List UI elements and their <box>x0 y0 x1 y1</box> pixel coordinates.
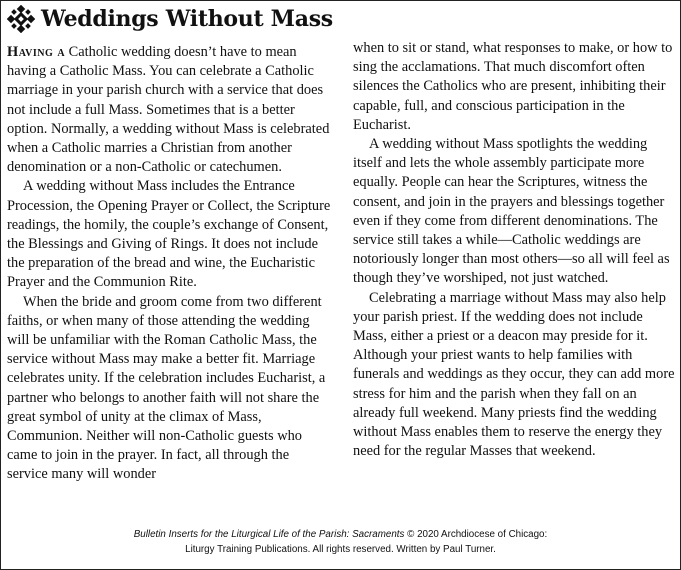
paragraph-includes: A wedding without Mass includes the Entrance Procession, the Opening Prayer or Collect, the Scripture readings, the homily, the couple’s exchange of Consent, the Blessings and Giving of Rings. It does not include the preparation of the bread and wine, the Eucharistic Prayer and the Communion Rite. <box>7 178 331 291</box>
lead-in: Having a <box>7 44 66 60</box>
paragraph-different-faiths: When the bride and groom come from two different faiths, or when many of those attending the wedding will be unfamiliar with the Roman Catholic Mass, the service without Mass may make a better fit. Marriage celebrates unity. If the celebration includes Eucharist, a partner who belongs to another faith will not share the great symbol of unity at the climax of Mass, Communion. Neither will non-Catholic guests who came to join in the prayer. In fact, all through the service many will wonder <box>7 293 326 483</box>
header <box>7 5 333 33</box>
paragraph-intro-text: Catholic wedding doesn’t have to mean having a Catholic Mass. You can celebrate a Catholic marriage in your parish church with a service that does not include a full Mass. Sometimes that is a better option. Normally, a wedding without Mass is celebrated when a Catholic marries a Christian from another denomination or a non-Catholic or catechumen. <box>7 44 330 176</box>
footer-line-1 <box>1 527 680 542</box>
footer-line-2: Liturgy Training Publications. All rights reserved. Written by Paul Turner. <box>185 544 496 555</box>
paragraph-parish-priest: Celebrating a marriage without Mass may also help your parish priest. If the wedding does not include Mass, either a priest or a deacon may preside for it. Although your priest wants to help families with funerals and weddings as they occur, they can add more stress for him and the parish when they fall on an already full weekend. Many priests find the wedding without Mass enables them to reserve the energy they need for the regular Masses that weekend. <box>353 289 675 460</box>
left-column <box>7 43 332 485</box>
page-title: Weddings Without Mass <box>41 6 333 32</box>
right-column <box>353 39 675 461</box>
paragraph-intro <box>7 43 332 177</box>
copyright: © 2020 Archdiocese of Chicago: <box>407 529 548 540</box>
cross-ornament-icon <box>7 5 35 33</box>
paragraph-continued: when to sit or stand, what responses to make, or how to sing the acclamations. That much discomfort often silences the Catholics who are present, inhibiting their capable, full, and conscious participation in the Eucharist. <box>353 40 673 133</box>
series-title: Bulletin Inserts for the Liturgical Life of the Parish: Sacraments <box>133 529 405 540</box>
paragraph-spotlight: A wedding without Mass spotlights the wedding itself and lets the whole assembly participate more equally. People can hear the Scriptures, witness the consent, and join in the prayers and blessings together even if they come from different denominations. The service still takes a while—Catholic weddings are notoriously longer than most others—so all will feel as though they’ve worshiped, not just watched. <box>353 136 670 287</box>
footer-credits <box>1 527 680 557</box>
